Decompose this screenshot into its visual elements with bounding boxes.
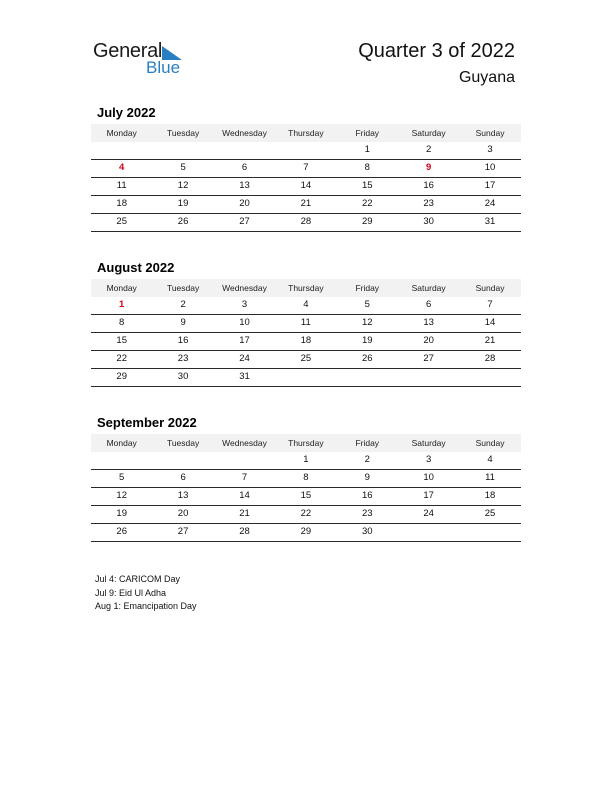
weekday-header: Friday <box>355 438 380 448</box>
week-row <box>91 506 521 524</box>
day-cell: 27 <box>177 526 189 537</box>
holiday-notes <box>95 573 197 614</box>
week-row <box>91 297 521 315</box>
empty-day-cell <box>275 369 336 386</box>
day-cell: 13 <box>239 180 250 191</box>
day-cell: 25 <box>484 508 496 519</box>
day-cell: 12 <box>177 180 189 191</box>
empty-day-cell <box>152 142 213 159</box>
day-cell: 1 <box>364 144 370 155</box>
empty-day-cell <box>337 369 398 386</box>
month-title: September 2022 <box>97 415 197 430</box>
day-cell: 14 <box>300 180 312 191</box>
empty-day-cell <box>214 452 275 469</box>
weekday-header: Wednesday <box>222 438 267 448</box>
day-cell: 24 <box>423 508 434 519</box>
day-cell: 12 <box>361 317 373 328</box>
day-cell: 21 <box>239 508 250 519</box>
weekday-header: Friday <box>355 128 380 138</box>
weekday-header-row <box>91 279 521 297</box>
country-name: Guyana <box>458 69 515 86</box>
day-cell: 19 <box>116 508 127 519</box>
day-cell: 15 <box>300 490 312 501</box>
day-cell: 28 <box>300 216 312 227</box>
day-cell: 2 <box>180 299 186 310</box>
day-cell: 23 <box>423 198 434 209</box>
day-cell: 20 <box>177 508 189 519</box>
day-cell: 13 <box>423 317 434 328</box>
day-cell: 22 <box>300 508 312 519</box>
day-cell: 10 <box>423 472 434 483</box>
day-cell: 24 <box>239 353 250 364</box>
day-cell: 17 <box>423 490 434 501</box>
day-cell: 18 <box>484 490 496 501</box>
day-cell: 22 <box>361 198 373 209</box>
week-row <box>91 196 521 214</box>
week-row <box>91 142 521 160</box>
month-september <box>91 414 521 542</box>
day-cell: 15 <box>116 335 127 346</box>
day-cell: 11 <box>116 180 127 191</box>
empty-day-cell <box>91 142 152 159</box>
day-cell: 19 <box>361 335 373 346</box>
day-cell: 26 <box>116 526 127 537</box>
day-cell: 13 <box>177 490 189 501</box>
week-row <box>91 160 521 178</box>
day-cell: 4 <box>119 162 125 173</box>
day-cell: 14 <box>484 317 496 328</box>
week-row <box>91 178 521 196</box>
logo-general-text: General <box>93 40 163 62</box>
day-cell: 18 <box>300 335 312 346</box>
logo-blue-text: Blue <box>146 58 181 77</box>
day-cell: 22 <box>116 353 127 364</box>
day-cell: 31 <box>484 216 496 227</box>
day-cell: 6 <box>241 162 248 173</box>
weekday-header: Saturday <box>411 128 446 138</box>
empty-day-cell <box>398 369 459 386</box>
day-cell: 15 <box>361 180 373 191</box>
weekday-header: Monday <box>106 128 137 138</box>
weekday-header: Sunday <box>475 283 505 293</box>
day-cell: 3 <box>487 144 493 155</box>
empty-day-cell <box>459 369 520 386</box>
day-cell: 9 <box>426 162 432 173</box>
day-cell: 31 <box>239 371 250 382</box>
day-cell: 14 <box>239 490 250 501</box>
day-cell: 8 <box>303 472 309 483</box>
day-cell: 21 <box>300 198 312 209</box>
day-cell: 27 <box>239 216 250 227</box>
weekday-header: Saturday <box>411 438 446 448</box>
week-row <box>91 470 521 488</box>
day-cell: 24 <box>484 198 496 209</box>
weekday-header: Saturday <box>411 283 446 293</box>
holiday-note: Aug 1: Emancipation Day <box>95 601 197 611</box>
weekday-header: Friday <box>355 283 380 293</box>
day-cell: 12 <box>116 490 127 501</box>
day-cell: 20 <box>423 335 434 346</box>
day-cell: 9 <box>180 317 186 328</box>
weekday-header: Tuesday <box>166 128 200 138</box>
day-cell: 17 <box>484 180 496 191</box>
day-cell: 28 <box>484 353 496 364</box>
day-cell: 5 <box>119 472 125 483</box>
weekday-header: Tuesday <box>166 283 200 293</box>
day-cell: 17 <box>239 335 250 346</box>
day-cell: 18 <box>116 198 127 209</box>
day-cell: 1 <box>119 299 125 310</box>
weekday-header: Sunday <box>475 128 505 138</box>
day-cell: 23 <box>361 508 373 519</box>
empty-day-cell <box>275 142 336 159</box>
day-cell: 7 <box>487 299 493 310</box>
week-row <box>91 488 521 506</box>
week-row <box>91 524 521 542</box>
day-cell: 10 <box>484 162 496 173</box>
week-row <box>91 452 521 470</box>
day-cell: 4 <box>303 299 309 310</box>
empty-day-cell <box>91 452 152 469</box>
day-cell: 6 <box>426 299 432 310</box>
weekday-header-row <box>91 124 521 142</box>
week-row <box>91 333 521 351</box>
day-cell: 11 <box>300 317 311 328</box>
page-title: Quarter 3 of 2022 <box>358 40 515 62</box>
day-cell: 10 <box>239 317 250 328</box>
week-row <box>91 214 521 232</box>
day-cell: 28 <box>239 526 250 537</box>
week-row <box>91 351 521 369</box>
day-cell: 16 <box>361 490 373 501</box>
day-cell: 16 <box>423 180 434 191</box>
weekday-header-row <box>91 434 521 452</box>
day-cell: 25 <box>300 353 312 364</box>
weekday-header: Monday <box>106 438 137 448</box>
day-cell: 1 <box>303 454 309 465</box>
day-cell: 4 <box>487 454 493 465</box>
day-cell: 8 <box>364 162 370 173</box>
month-august <box>91 259 521 387</box>
day-cell: 30 <box>177 371 189 382</box>
day-cell: 23 <box>177 353 189 364</box>
day-cell: 29 <box>361 216 373 227</box>
day-cell: 3 <box>426 454 432 465</box>
day-cell: 2 <box>364 454 370 465</box>
holiday-note: Jul 9: Eid Ul Adha <box>95 587 167 598</box>
day-cell: 7 <box>241 472 248 483</box>
day-cell: 8 <box>119 317 125 328</box>
day-cell: 5 <box>180 162 186 173</box>
day-cell: 21 <box>484 335 496 346</box>
day-cell: 16 <box>177 335 189 346</box>
weekday-header: Wednesday <box>222 128 267 138</box>
day-cell: 27 <box>423 353 434 364</box>
logo <box>93 40 193 80</box>
day-cell: 29 <box>300 526 312 537</box>
weekday-header: Thursday <box>288 128 324 138</box>
day-cell: 25 <box>116 216 127 227</box>
day-cell: 29 <box>116 371 127 382</box>
empty-day-cell <box>398 524 459 541</box>
weekday-header: Monday <box>106 283 137 293</box>
day-cell: 3 <box>241 299 248 310</box>
day-cell: 6 <box>180 472 186 483</box>
day-cell: 26 <box>177 216 189 227</box>
month-title: July 2022 <box>97 105 156 120</box>
day-cell: 30 <box>361 526 373 537</box>
week-row <box>91 369 521 387</box>
day-cell: 11 <box>485 472 495 483</box>
empty-day-cell <box>152 452 213 469</box>
day-cell: 19 <box>177 198 189 209</box>
day-cell: 30 <box>423 216 434 227</box>
month-july <box>91 104 521 232</box>
day-cell: 2 <box>426 144 432 155</box>
empty-day-cell <box>214 142 275 159</box>
day-cell: 7 <box>303 162 309 173</box>
weekday-header: Thursday <box>288 283 324 293</box>
day-cell: 5 <box>364 299 370 310</box>
holiday-note: Jul 4: CARICOM Day <box>95 574 181 584</box>
weekday-header: Wednesday <box>222 283 267 293</box>
month-title: August 2022 <box>97 260 175 275</box>
week-row <box>91 315 521 333</box>
day-cell: 26 <box>361 353 373 364</box>
weekday-header: Tuesday <box>166 438 200 448</box>
empty-day-cell <box>459 524 520 541</box>
weekday-header: Sunday <box>475 438 505 448</box>
weekday-header: Thursday <box>288 438 324 448</box>
day-cell: 20 <box>239 198 250 209</box>
day-cell: 9 <box>364 472 370 483</box>
